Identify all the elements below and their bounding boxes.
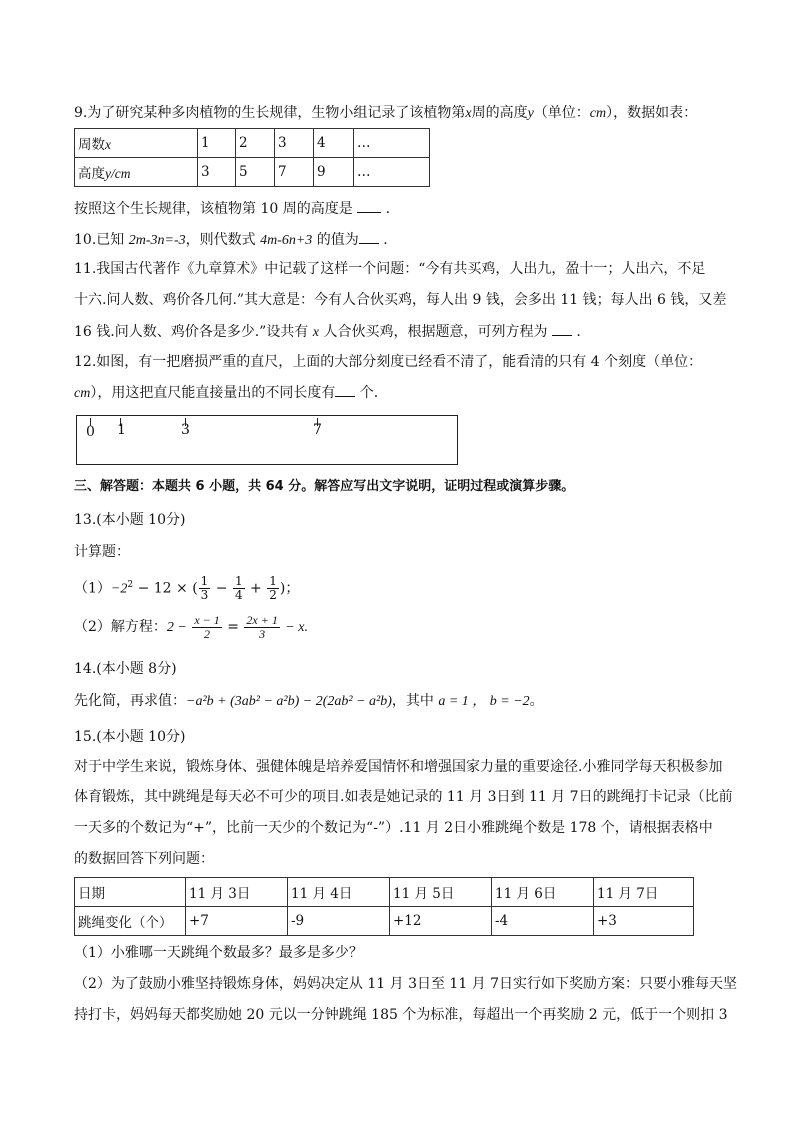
math: = [227, 619, 239, 635]
table-cell: 3 [198, 158, 236, 187]
math: − x. [285, 620, 308, 635]
q15-line2: 体育锻炼，其中跳绳是每天必不可少的项目.如表是她记录的 11 月 3日到 11 月 7日的跳绳打卡记录（比前 [74, 789, 733, 805]
table-cell [75, 129, 198, 158]
q15-line1: 对于中学生来说，锻炼身体、强健体魄是培养爱国情怀和增强国家力量的重要途径.小雅同学每天积极参加 [74, 759, 723, 775]
q9-var-y: y [527, 106, 534, 121]
q15-title: 15.(本小题 10分) [74, 729, 186, 745]
table-cell: 9 [314, 158, 354, 187]
q14-title: 14.(本小题 8分) [74, 661, 177, 677]
table-cell: 7 [275, 158, 314, 187]
table-cell: 5 [236, 158, 275, 187]
table-header: 11 月 6日 [492, 878, 594, 907]
table-cell: 2 [236, 129, 275, 158]
table-header: 11 月 3日 [186, 878, 288, 907]
q11-text: 16 钱.问人数、鸡价各是多少.”设共有 [74, 324, 309, 340]
q11-tail: . [576, 324, 581, 340]
table-header: 11 月 4日 [288, 878, 390, 907]
math: 2 − [166, 620, 187, 635]
q14-text: ，其中 [391, 693, 434, 709]
ruler-label: 7 [313, 422, 322, 438]
q9-text: ），数据如表： [606, 105, 698, 121]
answer-blank[interactable] [359, 229, 379, 244]
q11-text: 人合伙买鸡，根据题意，可列方程为 [323, 324, 548, 340]
table-cell [75, 158, 198, 187]
q12-line2 [74, 382, 378, 404]
denominator: 4 [234, 588, 243, 603]
fraction [244, 614, 279, 641]
row-label: 高度 [78, 166, 105, 182]
numerator: 1 [269, 574, 277, 589]
row-label: 周数 [78, 137, 105, 153]
q9-question [74, 198, 390, 219]
denominator: 3 [259, 626, 266, 641]
q11-line1: 11.我国古代著作《九章算术》中记载了这样一个问题：“今有共买鸡，人出九，盈十一；人出六，不足 [74, 261, 706, 277]
q14-cond: a = 1 ， b = −2 [438, 694, 530, 709]
table-cell: +7 [186, 907, 288, 936]
q15-sub2-line2: 持打卡，妈妈每天都奖励她 20 元以一分钟跳绳 185 个为标准，每超出一个再奖励 2 元，低于一个则扣 3 [74, 1007, 728, 1023]
part-label: （2）解方程： [74, 619, 167, 635]
q9-unit: cm [589, 106, 607, 121]
q9-tail: . [385, 201, 391, 217]
q14-tail: 。 [529, 693, 544, 709]
math: − 12 × ( [137, 580, 198, 597]
denominator: 3 [200, 588, 209, 603]
answer-blank[interactable] [552, 321, 572, 336]
table-cell: 1 [198, 129, 236, 158]
q11-var: x [312, 325, 319, 340]
q11-line2: 十六.问人数、鸡价各几何.”其大意是：今有人合伙买鸡，每人出 9 钱，会多出 11 钱；每人出 6 钱，又差 [74, 292, 727, 308]
denominator: 2 [204, 626, 211, 641]
q13-title: 13.(本小题 10分) [74, 512, 186, 528]
fraction [192, 614, 221, 641]
q13-part1: $(1)-2^2 - 12$ × ( $\frac{1}{3}$ − $\frac{1}{4}$ + $\frac{1}{2}$ )； [74, 574, 300, 603]
q15-table [74, 877, 694, 936]
q10-expr: 2m-3n=-3 [128, 233, 186, 248]
exponent: 2 [127, 580, 134, 590]
q9-stem [74, 103, 697, 124]
ruler [76, 415, 458, 465]
q10-text: 10.已知 [74, 232, 125, 248]
table-cell: -9 [288, 907, 390, 936]
table-row [75, 129, 430, 158]
numerator: x − 1 [194, 612, 220, 627]
q12-tail: 个. [359, 385, 379, 401]
row-var: x [105, 137, 111, 152]
q12-unit: cm [74, 386, 91, 401]
table-header: 11 月 7日 [594, 878, 694, 907]
table-cell: … [354, 158, 430, 187]
ruler-label: 3 [181, 422, 190, 438]
table-row [75, 158, 430, 187]
fraction [267, 575, 279, 602]
answer-blank[interactable] [357, 198, 381, 213]
q14-expr: −a²b + (3ab² − a²b) − 2(2ab² − a²b) [186, 694, 392, 709]
math: −2 [110, 581, 128, 597]
q10-text: 的值为 [316, 232, 359, 248]
table-cell: 3 [275, 129, 314, 158]
q13-part2 [74, 612, 308, 643]
q9-text: 周的高度 [471, 105, 528, 121]
q9-text: 9.为了研究某种多肉植物的生长规律，生物小组记录了该植物第 [74, 105, 466, 121]
table-cell: +12 [390, 907, 492, 936]
table-header: 11 月 5日 [390, 878, 492, 907]
table-row [75, 878, 694, 907]
section-heading: 三、解答题：本题共 6 小题，共 64 分。解答应写出文字说明，证明过程或演算步骤。 [74, 479, 575, 494]
table-cell: 跳绳变化（个） [75, 907, 186, 936]
q10-expr: 4m-6n+3 [260, 233, 313, 248]
numerator: 2x + 1 [246, 612, 278, 627]
q10-text: ，则代数式 [185, 232, 256, 248]
table-cell: … [354, 129, 430, 158]
table-cell: 4 [314, 129, 354, 158]
q9-question-text: 按照这个生长规律，该植物第 10 周的高度是 [74, 201, 353, 217]
q10-tail: . [383, 232, 388, 248]
ruler-label: 0 [86, 424, 95, 440]
answer-blank[interactable] [335, 382, 355, 397]
table-row [75, 907, 694, 936]
denominator: 2 [269, 588, 277, 603]
part-label: （1） [74, 580, 111, 597]
ruler-label: 1 [117, 422, 126, 438]
row-var: y/cm [105, 166, 131, 181]
q11-line3 [74, 321, 581, 343]
q15-sub1: （1）小雅哪一天跳绳个数最多？最多是多少？ [74, 945, 363, 961]
table-header: 日期 [75, 878, 186, 907]
q12-text: ），用这把直尺能直接量出的不同长度有 [90, 385, 336, 401]
q9-var-x: x [465, 106, 472, 121]
table-cell: +3 [594, 907, 694, 936]
math: )； [279, 580, 300, 597]
q10 [74, 229, 388, 251]
numerator: 1 [200, 574, 209, 589]
q13-intro: 计算题： [74, 544, 130, 560]
fraction [233, 575, 245, 602]
fraction [199, 575, 211, 602]
table-cell: -4 [492, 907, 594, 936]
q9-text: （单位： [533, 105, 590, 121]
q14-body [74, 691, 544, 712]
q15-line3: 一天多的个数记为“+”，比前一天少的个数记为“-”）.11 月 2日小雅跳绳个数是 178 个，请根据表格中 [74, 820, 713, 836]
q15-line4: 的数据回答下列问题： [74, 851, 214, 867]
q14-text: 先化简，再求值： [74, 693, 186, 709]
q15-sub2-line1: （2）为了鼓励小雅坚持锻炼身体，妈妈决定从 11 月 3日至 11 月 7日实行如下奖励方案：只要小雅每天坚 [74, 976, 738, 992]
q9-table [74, 128, 430, 187]
numerator: 1 [234, 574, 243, 589]
q12-line1: 12.如图，有一把磨损严重的直尺，上面的大部分刻度已经看不清了，能看清的只有 4 个刻度（单位： [74, 354, 703, 370]
